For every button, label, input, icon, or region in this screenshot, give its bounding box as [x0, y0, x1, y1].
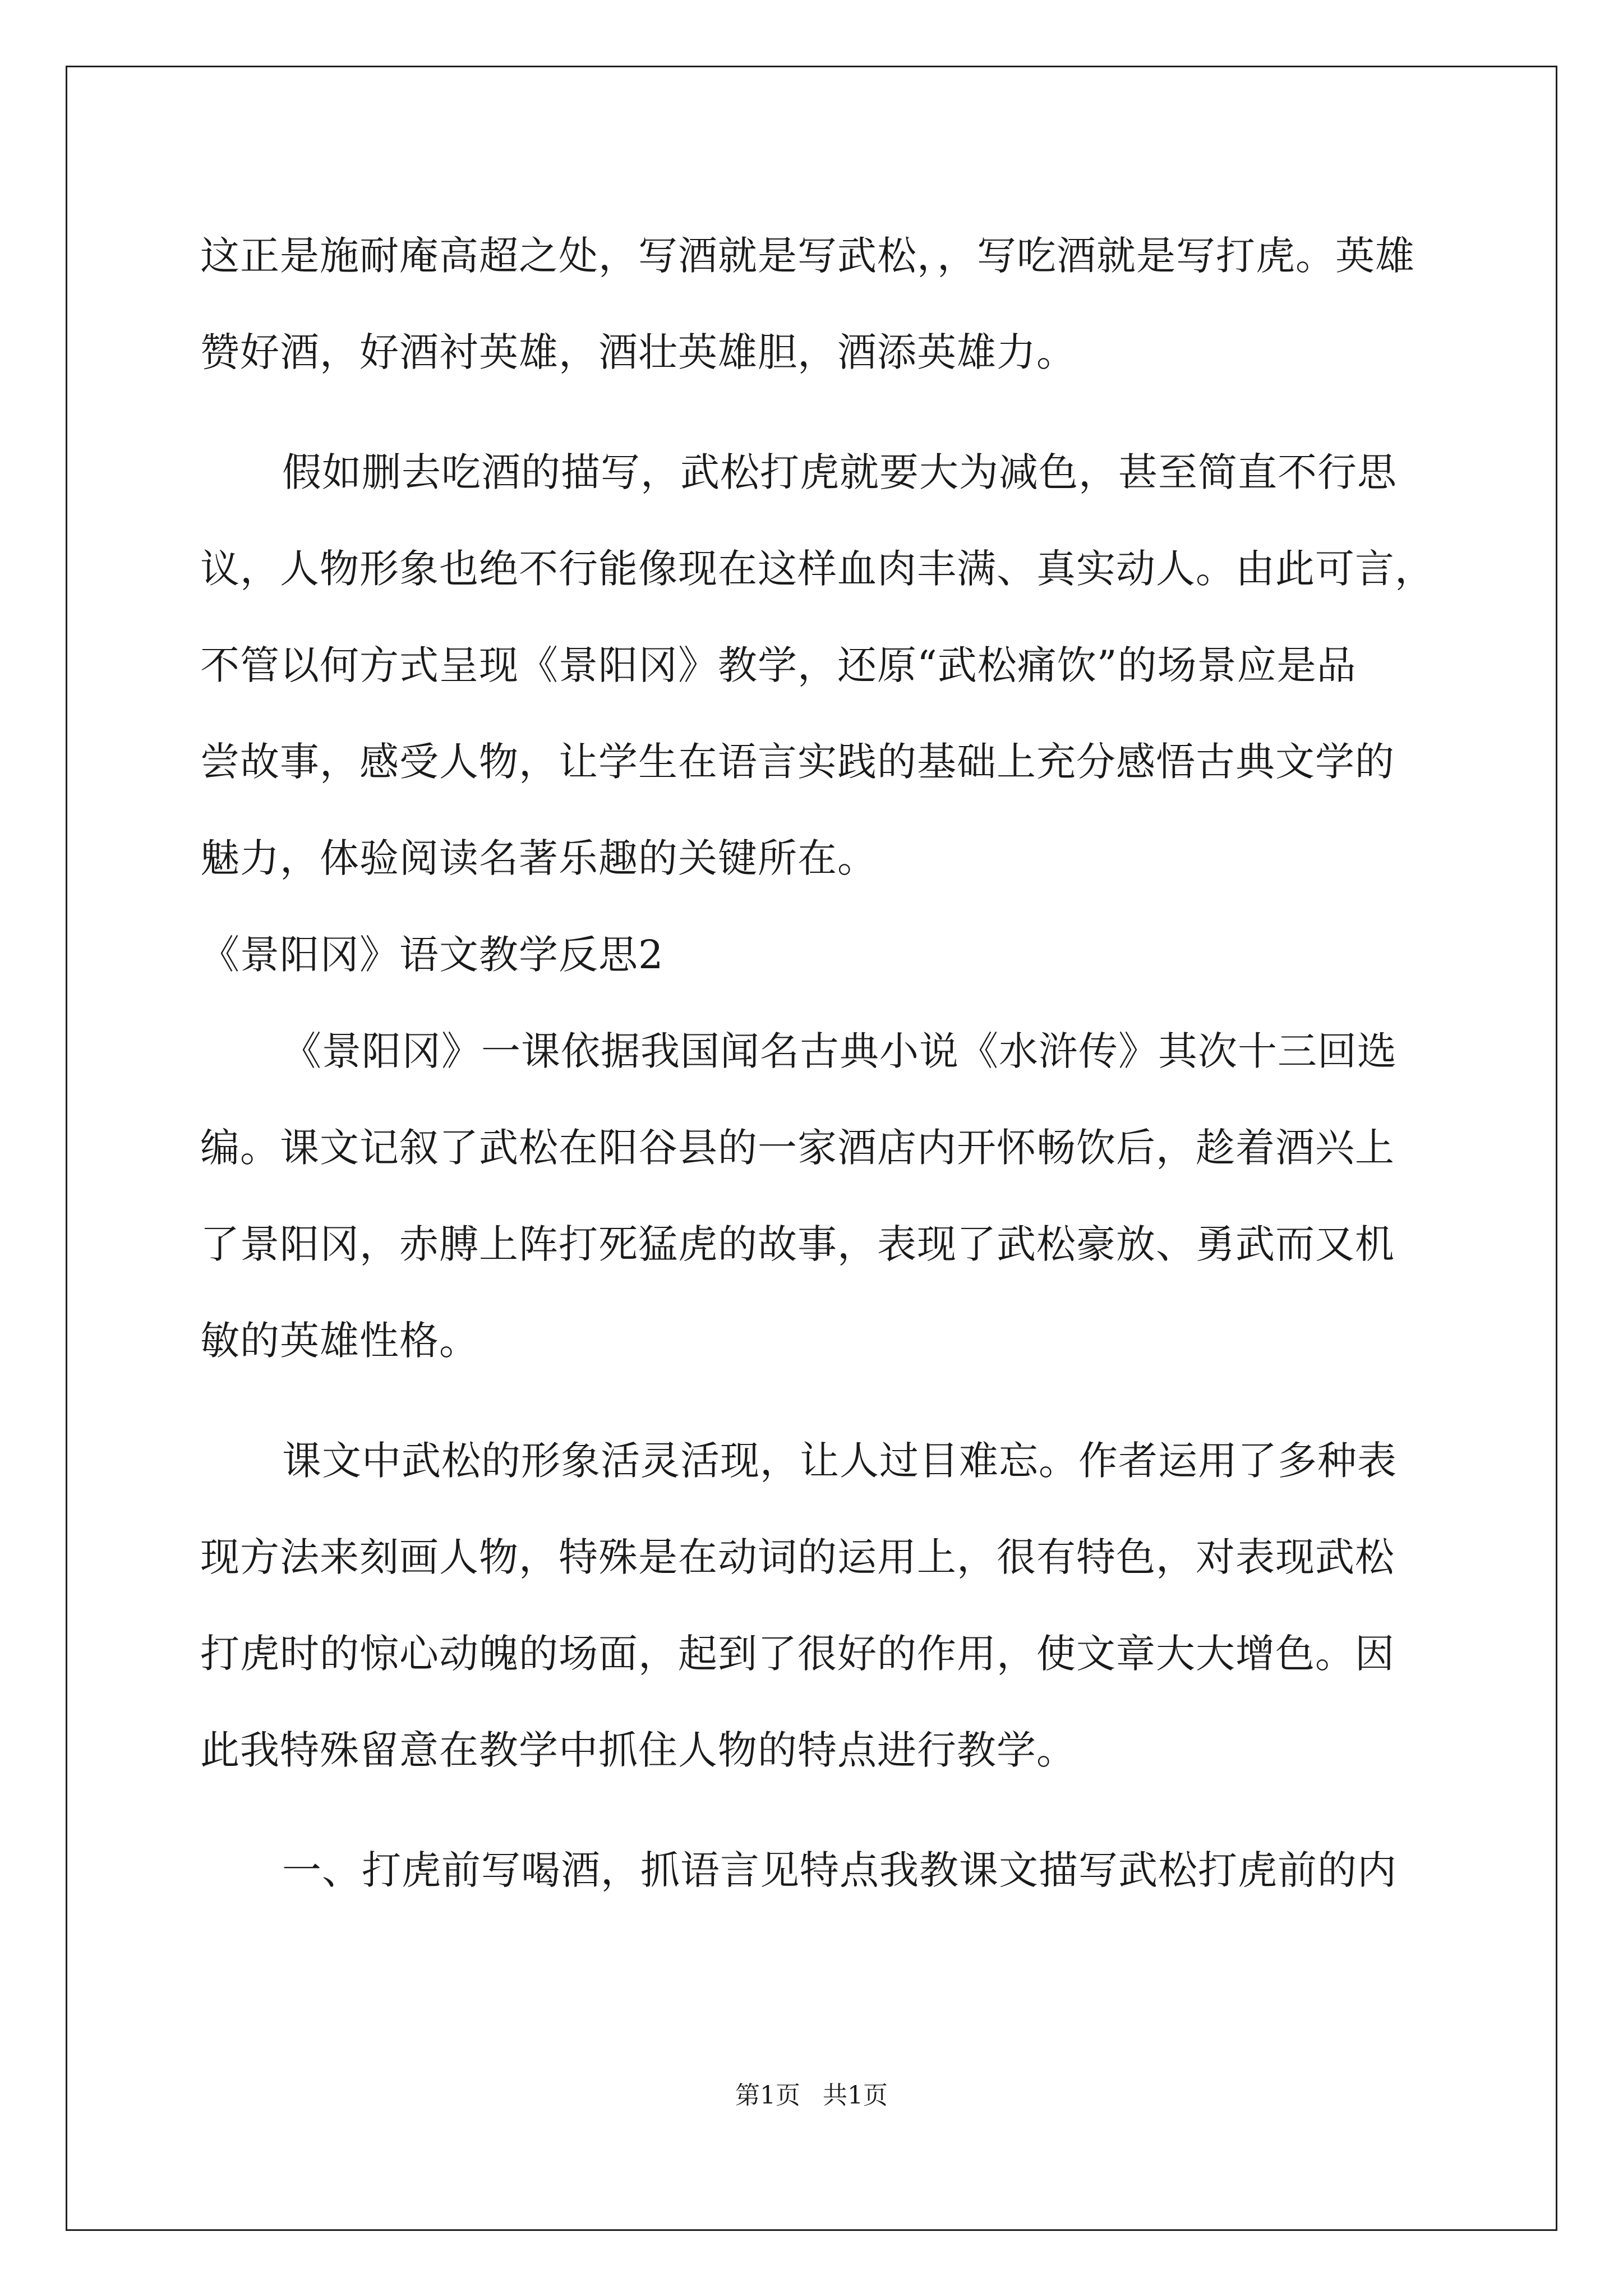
page-number: 第1页: [735, 2081, 800, 2110]
document-body: [200, 208, 1435, 1918]
section-heading: 《景阳冈》语文教学反思2: [200, 932, 664, 978]
text-line-16: 此我特殊留意在教学中抓住人物的特点进行教学。: [200, 1727, 1076, 1773]
text-line-12: 敏的英雄性格。: [200, 1318, 479, 1364]
text-line-13: 课文中武松的形象活灵活现，让人过目难忘。作者运用了多种表: [282, 1438, 1397, 1484]
text-line-15: 打虎时的惊心动魄的场面，起到了很好的作用，使文章大大增色。因: [200, 1631, 1395, 1677]
text-line-6: 尝故事，感受人物，让学生在语言实践的基础上充分感悟古典文学的: [200, 739, 1395, 785]
page-footer: [0, 2079, 1623, 2113]
text-line-2: 赞好酒，好酒衬英雄，酒壮英雄胆，酒添英雄力。: [200, 329, 1076, 375]
text-line-17: 一、打虎前写喝酒，抓语言见特点我教课文描写武松打虎前的内: [282, 1847, 1397, 1893]
text-line-4: 议，人物形象也绝不行能像现在这样血肉丰满、真实动人。由此可言，: [200, 546, 1435, 592]
text-line-14: 现方法来刻画人物，特殊是在动词的运用上，很有特色，对表现武松: [200, 1534, 1395, 1580]
text-line-1: 这正是施耐庵高超之处，写酒就是写武松，，写吃酒就是写打虎。英雄: [200, 233, 1415, 279]
text-line-3: 假如删去吃酒的描写，武松打虎就要大为减色，甚至简直不行思: [282, 449, 1397, 495]
text-line-11: 了景阳冈，赤膊上阵打死猛虎的故事，表现了武松豪放、勇武而又机: [200, 1221, 1395, 1267]
page-total: 共1页: [823, 2081, 888, 2110]
text-line-10: 编。课文记叙了武松在阳谷县的一家酒店内开怀畅饮后，趁着酒兴上: [200, 1125, 1395, 1171]
text-line-5: 不管以何方式呈现《景阳冈》教学，还原“武松痛饮”的场景应是品: [200, 642, 1357, 688]
text-line-9: 《景阳冈》一课依据我国闻名古典小说《水浒传》其次十三回选: [282, 1028, 1397, 1074]
text-line-7: 魅力，体验阅读名著乐趣的关键所在。: [200, 835, 877, 881]
